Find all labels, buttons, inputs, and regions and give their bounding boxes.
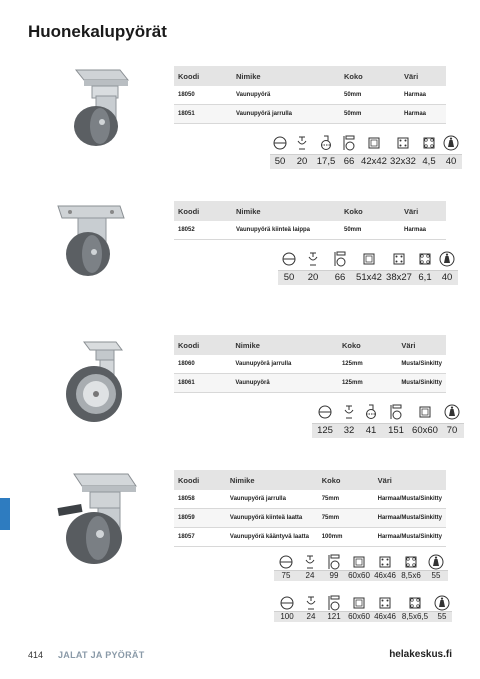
bolt-hole-icon bbox=[404, 553, 418, 570]
cell-size: 50mm bbox=[340, 105, 400, 124]
spec-cell bbox=[398, 594, 432, 622]
spec-icon-row-4b bbox=[274, 594, 452, 622]
spec-value: 24 bbox=[300, 611, 322, 622]
spec-value: 66 bbox=[326, 270, 354, 285]
cell-name: Vaunupyörä jarrulla bbox=[226, 490, 318, 509]
plate-size-icon bbox=[418, 401, 432, 423]
cell-size: 50mm bbox=[340, 86, 400, 105]
table-row bbox=[174, 509, 446, 528]
cell-color: Musta/Sinkitty bbox=[397, 374, 446, 393]
load-capacity-icon bbox=[443, 132, 459, 154]
spec-cell bbox=[274, 594, 300, 622]
spec-cell bbox=[384, 248, 414, 285]
spec-cell bbox=[322, 594, 346, 622]
spec-value: 24 bbox=[298, 570, 322, 581]
spec-value: 55 bbox=[432, 611, 452, 622]
spec-value: 125 bbox=[312, 423, 338, 438]
caster-photo-1 bbox=[62, 66, 134, 150]
col-header-name: Nimike bbox=[232, 201, 340, 221]
page-number: 414 bbox=[28, 650, 44, 660]
spec-cell bbox=[338, 132, 360, 169]
spec-value: 51x42 bbox=[354, 270, 384, 285]
table-row bbox=[174, 221, 446, 240]
total-height-icon bbox=[333, 248, 347, 270]
hole-spacing-icon bbox=[378, 594, 392, 611]
hole-spacing-icon bbox=[378, 553, 392, 570]
col-header-size: Koko bbox=[338, 335, 397, 355]
spec-cell bbox=[300, 248, 326, 285]
cell-code: 18060 bbox=[174, 355, 231, 374]
spec-value: 100 bbox=[274, 611, 300, 622]
spec-cell bbox=[354, 248, 384, 285]
spec-cell bbox=[372, 553, 398, 581]
spec-value: 40 bbox=[440, 154, 462, 169]
spec-cell bbox=[360, 132, 388, 169]
cell-code: 18059 bbox=[174, 509, 226, 528]
load-capacity-icon bbox=[434, 594, 450, 611]
cell-code: 18051 bbox=[174, 105, 232, 124]
spec-table-2 bbox=[174, 201, 446, 240]
col-header-color: Väri bbox=[400, 201, 446, 221]
caster-photo-2 bbox=[50, 200, 128, 282]
col-header-name: Nimike bbox=[231, 335, 338, 355]
bolt-hole-icon bbox=[422, 132, 436, 154]
spec-value: 20 bbox=[300, 270, 326, 285]
load-capacity-icon bbox=[439, 248, 455, 270]
spec-value: 40 bbox=[436, 270, 458, 285]
cell-color: Harmaa bbox=[400, 86, 446, 105]
col-header-size: Koko bbox=[340, 66, 400, 86]
hole-spacing-icon bbox=[392, 248, 406, 270]
total-height-icon bbox=[389, 401, 403, 423]
bolt-hole-icon bbox=[408, 594, 422, 611]
wheel-diameter-icon bbox=[318, 401, 332, 423]
spec-value: 50 bbox=[278, 270, 300, 285]
wheel-diameter-icon bbox=[273, 132, 287, 154]
load-capacity-icon bbox=[444, 401, 460, 423]
spec-cell bbox=[326, 248, 354, 285]
spec-value: 60x60 bbox=[346, 570, 372, 581]
spec-value: 60x60 bbox=[410, 423, 440, 438]
col-header-code: Koodi bbox=[174, 335, 231, 355]
spec-cell bbox=[372, 594, 398, 622]
cell-size: 75mm bbox=[318, 490, 374, 509]
spec-value: 8,5x6,5 bbox=[398, 611, 432, 622]
table-row bbox=[174, 105, 446, 124]
spec-icon-row-2 bbox=[278, 248, 458, 285]
spec-cell bbox=[278, 248, 300, 285]
col-header-name: Nimike bbox=[232, 66, 340, 86]
spec-value: 32 bbox=[338, 423, 360, 438]
cell-name: Vaunupyörä jarrulla bbox=[232, 105, 340, 124]
plate-size-icon bbox=[362, 248, 376, 270]
spec-value: 55 bbox=[424, 570, 448, 581]
cell-color: Musta/Sinkitty bbox=[397, 355, 446, 374]
cell-color: Harmaa/Musta/Sinkitty bbox=[374, 509, 446, 528]
site-name: helakeskus.fi bbox=[389, 649, 452, 660]
cell-color: Harmaa/Musta/Sinkitty bbox=[374, 528, 446, 547]
spec-value: 6,1 bbox=[414, 270, 436, 285]
cell-code: 18052 bbox=[174, 221, 232, 240]
bolt-hole-icon bbox=[418, 248, 432, 270]
table-row bbox=[174, 86, 446, 105]
table-row bbox=[174, 374, 446, 393]
spec-value: 99 bbox=[322, 570, 346, 581]
spec-icon-row-3 bbox=[312, 401, 464, 438]
spec-cell bbox=[388, 132, 418, 169]
cell-name: Vaunupyörä bbox=[232, 86, 340, 105]
spec-value: 50 bbox=[270, 154, 290, 169]
col-header-color: Väri bbox=[400, 66, 446, 86]
spec-cell bbox=[432, 594, 452, 622]
spec-value: 70 bbox=[440, 423, 464, 438]
cell-color: Harmaa bbox=[400, 221, 446, 240]
cell-size: 75mm bbox=[318, 509, 374, 528]
spec-icon-row-4a bbox=[274, 553, 448, 581]
cell-code: 18058 bbox=[174, 490, 226, 509]
col-header-name: Nimike bbox=[226, 470, 318, 490]
total-height-icon bbox=[327, 594, 341, 611]
spec-icon-row-1 bbox=[270, 132, 462, 169]
spec-value: 17,5 bbox=[314, 154, 338, 169]
cell-name: Vaunupyörä kääntyvä laatta bbox=[226, 528, 318, 547]
spec-value: 38x27 bbox=[384, 270, 414, 285]
spec-cell bbox=[346, 594, 372, 622]
spec-cell bbox=[398, 553, 424, 581]
wheel-width-icon bbox=[343, 401, 355, 423]
spec-cell bbox=[300, 594, 322, 622]
cell-size: 125mm bbox=[338, 355, 397, 374]
spec-cell bbox=[418, 132, 440, 169]
spec-cell bbox=[440, 401, 464, 438]
caster-photo-4 bbox=[54, 468, 146, 568]
plate-size-icon bbox=[367, 132, 381, 154]
spec-cell bbox=[346, 553, 372, 581]
spec-value: 41 bbox=[360, 423, 382, 438]
cell-size: 50mm bbox=[340, 221, 400, 240]
spec-value: 121 bbox=[322, 611, 346, 622]
col-header-color: Väri bbox=[374, 470, 446, 490]
table-row bbox=[174, 490, 446, 509]
spec-value: 75 bbox=[274, 570, 298, 581]
col-header-code: Koodi bbox=[174, 470, 226, 490]
cell-name: Vaunupyörä bbox=[231, 374, 338, 393]
spec-value: 42x42 bbox=[361, 156, 387, 167]
spec-cell bbox=[338, 401, 360, 438]
spec-cell bbox=[440, 132, 462, 169]
spec-cell bbox=[322, 553, 346, 581]
cell-name: Vaunupyörä kiinteä laippa bbox=[232, 221, 340, 240]
col-header-color: Väri bbox=[397, 335, 446, 355]
plate-size-icon bbox=[352, 594, 366, 611]
spec-cell bbox=[274, 553, 298, 581]
col-header-size: Koko bbox=[340, 201, 400, 221]
spec-table-1 bbox=[174, 66, 446, 124]
load-capacity-icon bbox=[428, 553, 444, 570]
section-name: JALAT JA PYÖRÄT bbox=[58, 650, 145, 660]
spec-cell bbox=[270, 132, 290, 169]
cell-size: 125mm bbox=[338, 374, 397, 393]
cell-name: Vaunupyörä jarrulla bbox=[231, 355, 338, 374]
spec-cell bbox=[312, 401, 338, 438]
plate-size-icon bbox=[352, 553, 366, 570]
spec-cell bbox=[382, 401, 410, 438]
cell-size: 100mm bbox=[318, 528, 374, 547]
page-title: Huonekalupyörät bbox=[28, 22, 167, 41]
cell-code: 18050 bbox=[174, 86, 232, 105]
spec-value: 4,5 bbox=[418, 154, 440, 169]
spec-value: 151 bbox=[382, 423, 410, 438]
wheel-diameter-icon bbox=[282, 248, 296, 270]
caster-photo-3 bbox=[60, 338, 130, 426]
cell-name: Vaunupyörä kiinteä laatta bbox=[226, 509, 318, 528]
total-height-icon bbox=[327, 553, 341, 570]
total-height-icon bbox=[342, 132, 356, 154]
wheel-width-icon bbox=[305, 594, 317, 611]
spec-cell bbox=[436, 248, 458, 285]
cell-code: 18061 bbox=[174, 374, 231, 393]
cell-code: 18057 bbox=[174, 528, 226, 547]
spec-value: 60x60 bbox=[346, 611, 372, 622]
spec-cell bbox=[410, 401, 440, 438]
spec-cell bbox=[290, 132, 314, 169]
table-row bbox=[174, 355, 446, 374]
wheel-diameter-icon bbox=[280, 594, 294, 611]
cell-color: Harmaa/Musta/Sinkitty bbox=[374, 490, 446, 509]
wheel-diameter-icon bbox=[279, 553, 293, 570]
col-header-code: Koodi bbox=[174, 66, 232, 86]
spec-table-3 bbox=[174, 335, 446, 393]
spec-value: 66 bbox=[338, 154, 360, 169]
col-header-size: Koko bbox=[318, 470, 374, 490]
wheel-width-icon bbox=[296, 132, 308, 154]
spec-cell bbox=[424, 553, 448, 581]
spec-cell bbox=[360, 401, 382, 438]
spec-table-4 bbox=[174, 470, 446, 547]
wheel-width-icon bbox=[304, 553, 316, 570]
spec-cell bbox=[298, 553, 322, 581]
col-header-code: Koodi bbox=[174, 201, 232, 221]
hole-spacing-icon bbox=[396, 132, 410, 154]
spec-cell bbox=[314, 132, 338, 169]
section-tab-marker bbox=[0, 498, 10, 530]
offset-icon bbox=[364, 401, 378, 423]
spec-value: 20 bbox=[290, 154, 314, 169]
offset-icon bbox=[319, 132, 333, 154]
spec-value: 8,5x6 bbox=[398, 570, 424, 581]
cell-color: Harmaa bbox=[400, 105, 446, 124]
wheel-width-icon bbox=[307, 248, 319, 270]
table-row bbox=[174, 528, 446, 547]
spec-value: 46x46 bbox=[372, 611, 398, 622]
spec-value: 32x32 bbox=[388, 154, 418, 169]
spec-cell bbox=[414, 248, 436, 285]
spec-value: 46x46 bbox=[372, 570, 398, 581]
